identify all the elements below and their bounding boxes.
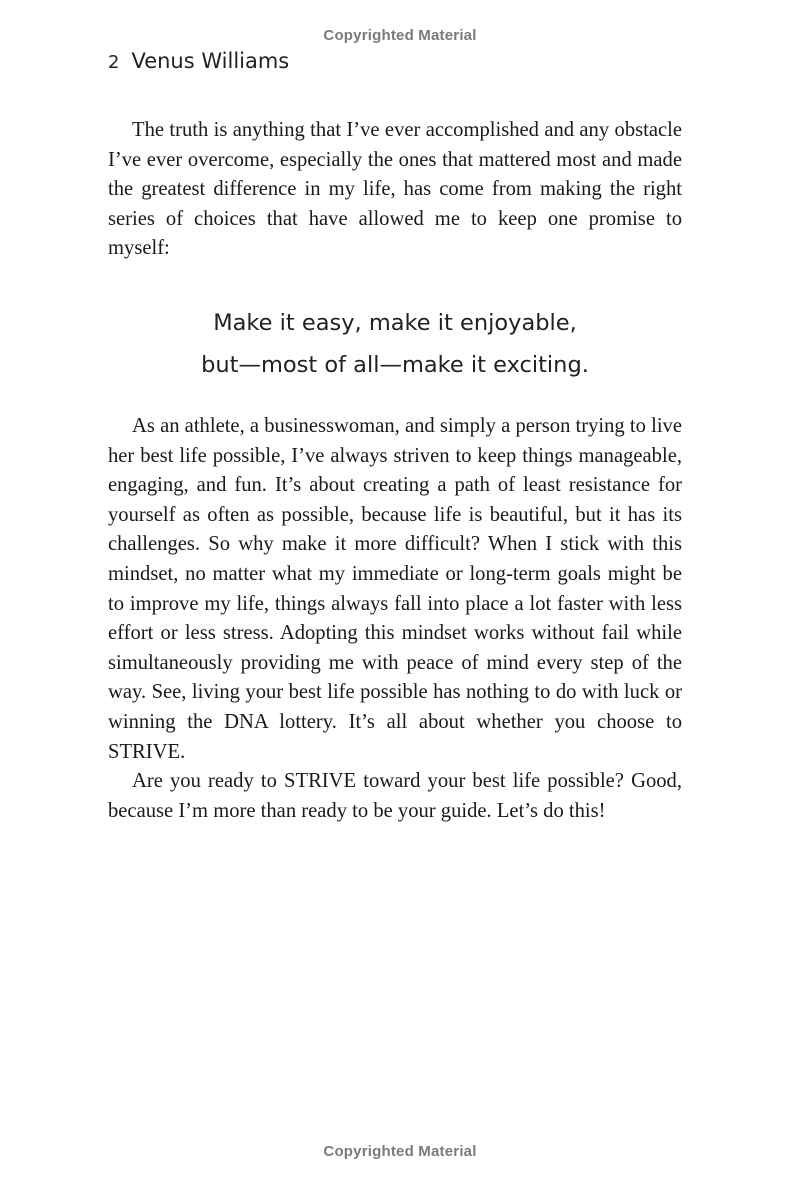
running-head (108, 49, 289, 73)
paragraph: The truth is anything that I’ve ever accomplished and any obstacle I’ve ever overcome, especially the ones that mattered most and made the greatest difference in my life, has come from making the right series of choices that have allowed me to keep one promise to myself: (108, 119, 682, 260)
running-title: Venus Williams (131, 49, 290, 73)
page-number: 2 (108, 52, 120, 73)
body-text-opening (108, 116, 682, 264)
copyright-notice-bottom: Copyrighted Material (323, 1143, 477, 1160)
pull-quote-line: but—most of all—make it exciting. (201, 352, 589, 378)
body-text-main (108, 412, 682, 826)
pull-quote (108, 302, 682, 386)
paragraph: Are you ready to STRIVE toward your best life possible? Good, because I’m more than ready to be your guide. Let’s do this! (108, 770, 682, 822)
copyright-notice-top: Copyrighted Material (323, 27, 477, 44)
pull-quote-line: Make it easy, make it enjoyable, (213, 310, 577, 336)
paragraph: As an athlete, a businesswoman, and simply a person trying to live her best life possible, I’ve always striven to keep things manageable, engaging, and fun. It’s about creating a path of least resistance for yourself as often as possible, because life is beautiful, but it has its challenges. So why make it more difficult? When I stick with this mindset, no matter what my immediate or long-term goals might be to improve my life, things always fall into place a lot faster with less effort or less stress. Adopting this mindset works without fail while simultaneously providing me with peace of mind every step of the way. See, living your best life possible has nothing to do with luck or winning the DNA lottery. It’s all about whether you choose to STRIVE. (108, 415, 682, 763)
